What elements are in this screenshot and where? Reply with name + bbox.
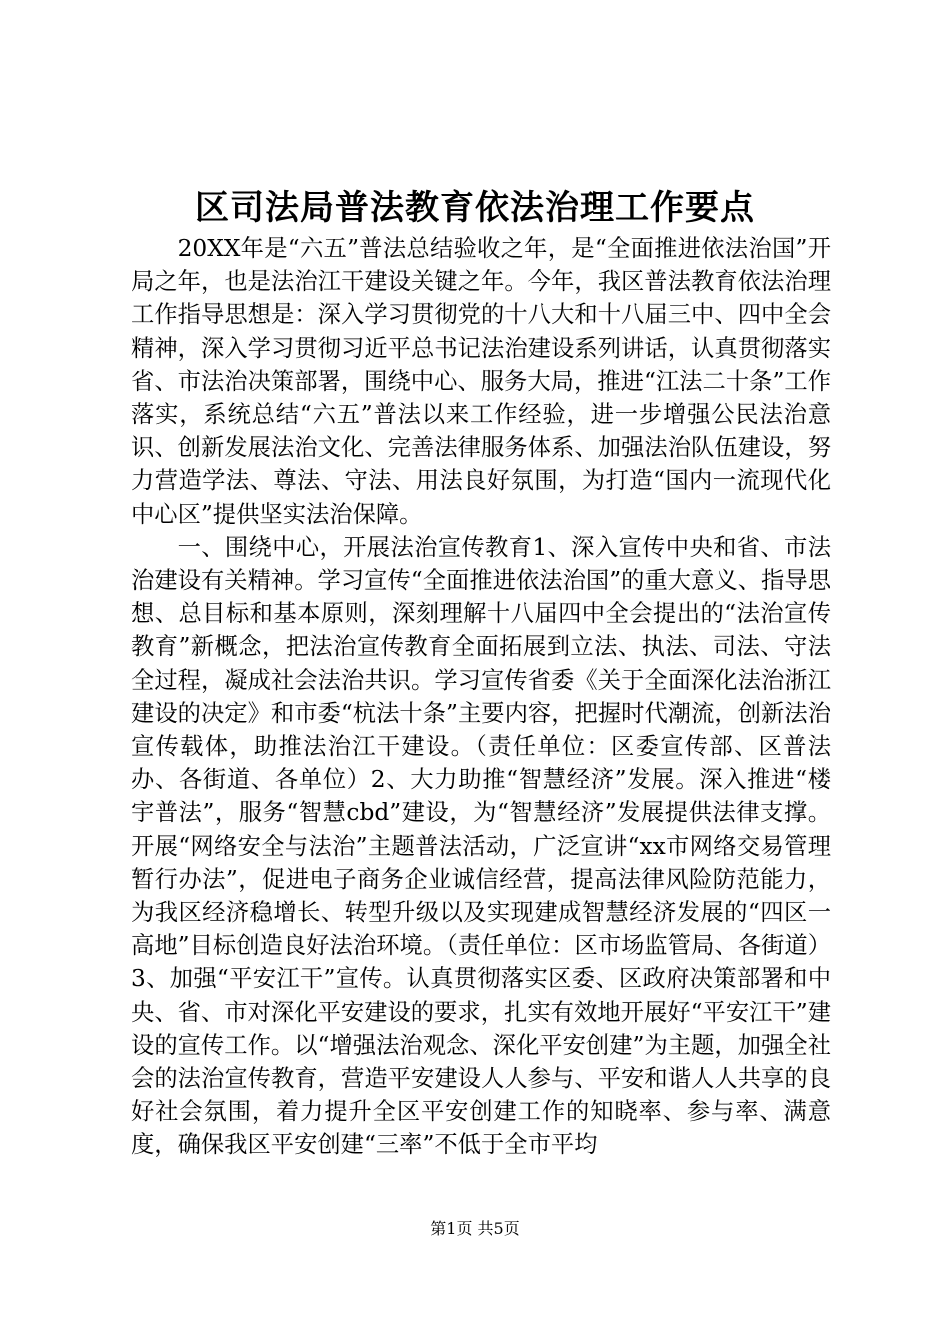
paragraph-section-1: 一、围绕中心，开展法治宣传教育1、深入宣传中央和省、市法治建设有关精神。学习宣传“全面推进依法治国”的重大意义、指导思想、总目标和基本原则，深刻理解十八届四中全会提出的“法治宣传教育”新概念，把法治宣传教育全面拓展到立法、执法、司法、守法全过程，凝成社会法治共识。学习宣传省委《关于全面深化法治浙江建设的决定》和市委“杭法十条”主要内容，把握时代潮流，创新法治宣传载体，助推法治江干建设。（责任单位：区委宣传部、区普法办、各街道、各单位）2、大力助推“智慧经济”发展。深入推进“楼宇普法”，服务“智慧cbd”建设，为“智慧经济”发展提供法律支撑。开展“网络安全与法治”主题普法活动，广泛宣讲“xx市网络交易管理暂行办法”，促进电子商务企业诚信经营，提高法律风险防范能力，为我区经济稳增长、转型升级以及实现建成智慧经济发展的“四区一高地”目标创造良好法治环境。（责任单位：区市场监管局、各街道）3、加强“平安江干”宣传。认真贯彻落实区委、区政府决策部署和中央、省、市对深化平安建设的要求，扎实有效地开展好“平安江干”建设的宣传工作。以“增强法治观念、深化平安创建”为主题，加强全社会的法治宣传教育，营造平安建设人人参与、平安和谐人人共享的良好社会氛围，着力提升全区平安创建工作的知晓率、参与率、满意度，确保我区平安创建“三率”不低于全市平均 — [131, 533, 831, 1159]
paragraph-intro: 20XX年是“六五”普法总结验收之年，是“全面推进依法治国”开局之年，也是法治江干建设关键之年。今年，我区普法教育依法治理工作指导思想是：深入学习贯彻党的十八大和十八届三中、四中全会精神，深入学习贯彻习近平总书记法治建设系列讲话，认真贯彻落实省、市法治决策部署，围绕中心、服务大局，推进“江法二十条”工作落实，系统总结“六五”普法以来工作经验，进一步增强公民法治意识、创新发展法治文化、完善法律服务体系、加强法治队伍建设，努力营造学法、尊法、守法、用法良好氛围，为打造“国内一流现代化中心区”提供坚实法治保障。 — [131, 235, 831, 528]
page-number: 第1页 共5页 — [430, 1219, 520, 1238]
document-body — [131, 232, 831, 1162]
document-title: 区司法局普法教育依法治理工作要点 — [195, 188, 755, 228]
